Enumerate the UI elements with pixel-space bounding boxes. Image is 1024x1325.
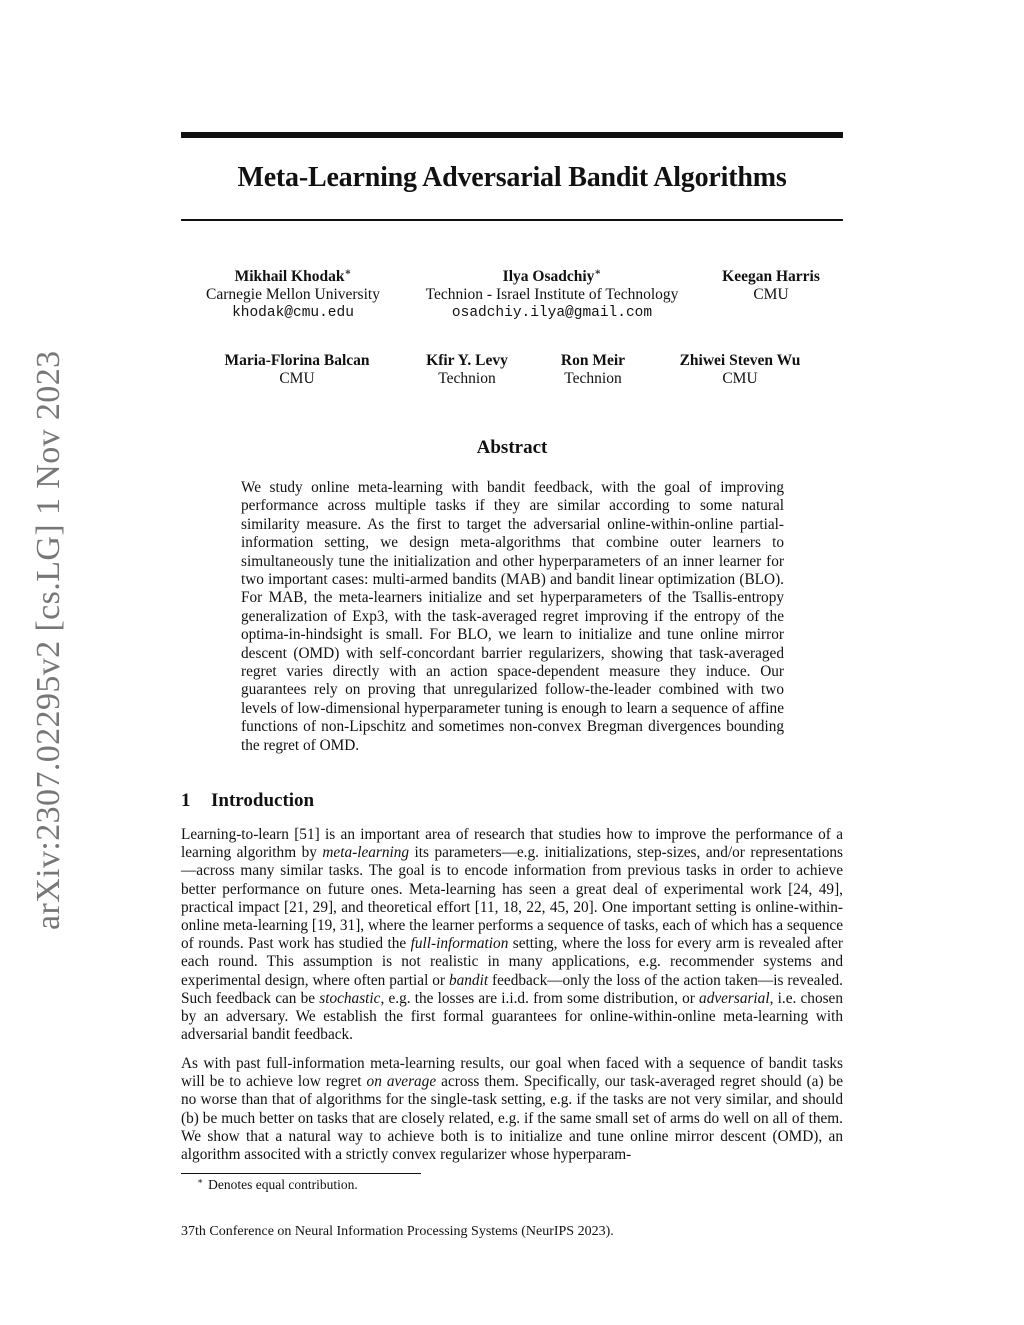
arxiv-identifier [28, 350, 67, 930]
author-block [188, 268, 398, 322]
title-top-rule [181, 132, 843, 138]
abstract-body: We study online meta-learning with bandit feedback, with the goal of improving performance across multiple tasks if they are similar according to some natural similarity measure. As the first to target the adversarial online-within-online partial-information setting, we design meta-algorithms that combine outer learners to simultaneously tune the initialization and other hyperparameters of an inner learner for two important cases: multi-armed bandits (MAB) and bandit linear optimization (BLO). For MAB, the meta-learners initialize and set hyperparameters of the Tsallis-entropy generalization of Exp3, with the task-averaged regret improving if the entropy of the optima-in-hindsight is small. For BLO, we learn to initialize and tune online mirror descent (OMD) with self-concordant barrier regularizers, showing that task-averaged regret varies directly with an action space-dependent measure they induce. Our guarantees rely on proving that unregularized follow-the-leader combined with two levels of low-dimensional hyperparameter tuning is enough to learn a sequence of affine functions of non-Lipschitz and sometimes non-convex Bregman divergences bounding the regret of OMD. [241, 479, 784, 754]
author-affiliation: Carnegie Mellon University [206, 286, 380, 303]
title-bottom-rule [181, 219, 843, 221]
author-name: Mikhail Khodak∗ [234, 266, 352, 285]
author-block [710, 268, 832, 304]
author-block [543, 352, 643, 388]
author-affiliation: Technion [438, 370, 496, 387]
author-block [412, 352, 522, 388]
footnote-mark: ∗ [197, 1175, 204, 1186]
text-run: setting, where the loss for every arm is revealed after each round. This assumption is not realistic in many applications, e.g. recommender systems and experimental design, where often partial or [181, 935, 843, 989]
section-title: Introduction [211, 790, 315, 811]
intro-paragraph-2 [181, 1055, 843, 1164]
emphasis-text: bandit [448, 971, 489, 989]
emphasis-text: adversarial [699, 989, 770, 1007]
author-name: Ilya Osadchiy∗ [502, 266, 602, 285]
emphasis-text: full-information [410, 935, 509, 953]
text-run: its parameters—e.g. initializations, step-sizes, and/or representations—across many similar tasks. The goal is to encode information from previous tasks in order to achieve better performance on future ones. Meta-learning has seen a great deal of experimental work [24, 49], practical impact [21, 29], and theoretical effort [11, 18, 22, 45, 20]. One important setting is online-within-online meta-learning [19, 31], where the learner performs a sequence of tasks, each of which has a sequence of rounds. Past work has studied the [181, 844, 843, 953]
author-email: osadchiy.ilya@gmail.com [451, 305, 653, 321]
paper-title: Meta-Learning Adversarial Bandit Algorithms [237, 162, 787, 193]
footnote-text: Denotes equal contribution. [208, 1177, 358, 1192]
text-run: across them. Specifically, our task-averaged regret should (a) be no worse than that of algorithms for the single-task setting, e.g. if the tasks are not very similar, and should (b) be much better on tasks that are closely related, e.g. if the same small set of arms do well on all of them. We show that a natural way to achieve both is to initialize and tune online mirror descent (OMD), an algorithm associted with a strictly convex regularizer whose hyperparam- [181, 1073, 843, 1164]
author-affiliation: CMU [279, 370, 315, 387]
arxiv-identifier-text: arXiv:2307.02295v2 [cs.LG] 1 Nov 2023 [30, 350, 67, 930]
author-name: Maria-Florina Balcan [224, 352, 370, 369]
author-name: Zhiwei Steven Wu [679, 352, 801, 369]
author-affiliation: Technion - Israel Institute of Technology [425, 286, 679, 303]
author-affiliation: Technion [564, 370, 622, 387]
abstract-heading: Abstract [476, 437, 548, 458]
venue-note: 37th Conference on Neural Information Processing Systems (NeurIPS 2023). [181, 1224, 614, 1239]
text-run: As with past full-information meta-learning results, our goal when faced with a sequence of bandit tasks will be to achieve low regret [181, 1055, 843, 1091]
author-affiliation: CMU [753, 286, 789, 303]
text-run: feedback—only the loss of the action taken—is revealed. Such feedback can be [181, 971, 843, 1007]
section-heading [181, 790, 314, 812]
emphasis-text: meta-learning [322, 844, 410, 862]
footnote-rule [181, 1173, 421, 1174]
text-run: , i.e. chosen by an adversary. We establish the first formal guarantees for online-within-online meta-learning with adversarial bandit feedback. [181, 989, 843, 1044]
author-name: Ron Meir [560, 352, 626, 369]
author-name: Kfir Y. Levy [426, 352, 508, 369]
author-name: Keegan Harris [722, 268, 820, 285]
emphasis-text: on average [366, 1073, 437, 1091]
author-email: khodak@cmu.edu [232, 305, 354, 321]
emphasis-text: stochastic [319, 989, 381, 1007]
author-affiliation: CMU [722, 370, 758, 387]
text-run: , e.g. the losses are i.i.d. from some distribution, or [380, 989, 700, 1007]
author-block [666, 352, 814, 388]
footnote [181, 1177, 358, 1193]
text-run: Learning-to-learn [51] is an important area of research that studies how to improve the performance of a learning algorithm by [181, 826, 843, 862]
section-number: 1 [181, 790, 191, 811]
author-block [403, 268, 701, 322]
author-block [207, 352, 387, 388]
intro-paragraph-1 [181, 826, 843, 1044]
